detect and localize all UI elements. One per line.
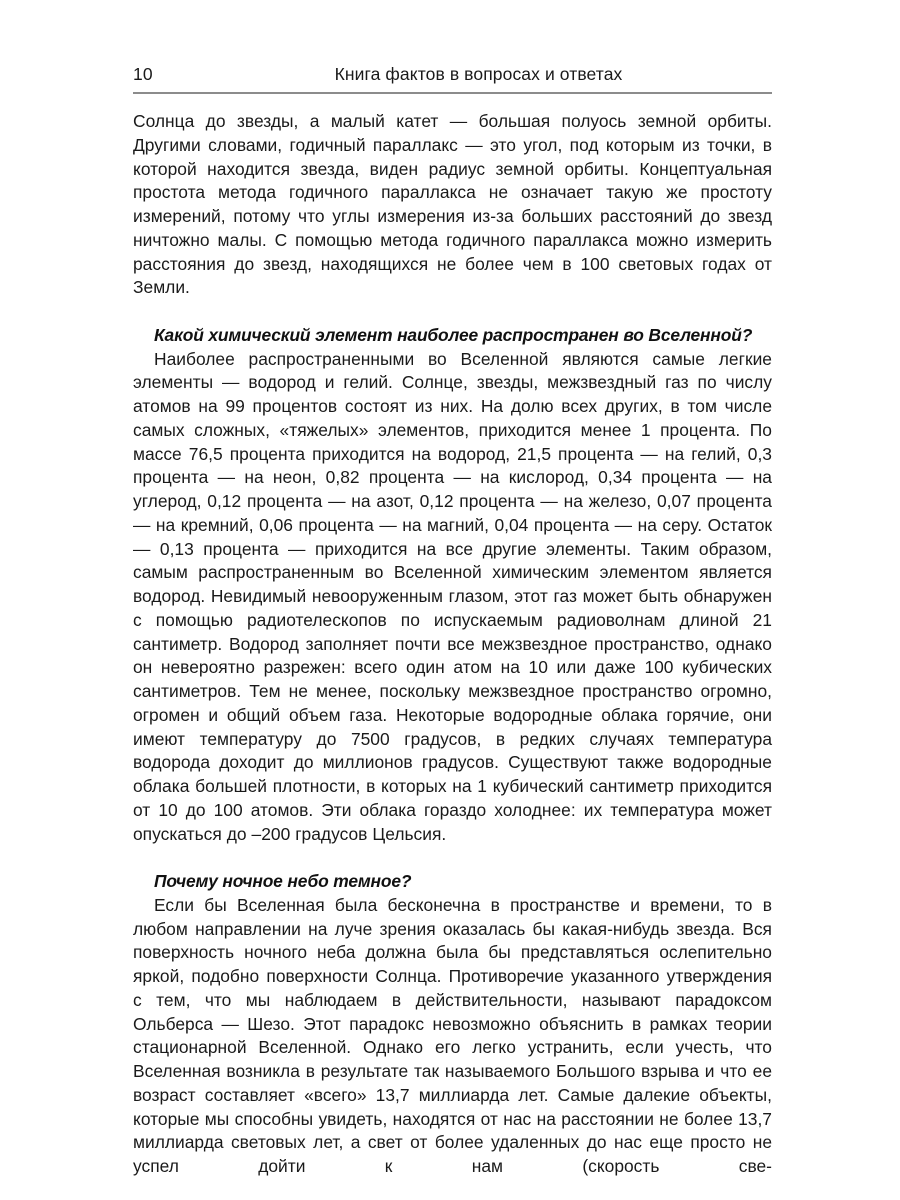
question-heading-dark-night-sky: Почему ночное небо темное? bbox=[154, 871, 412, 891]
heading-spacer bbox=[133, 846, 772, 870]
running-title: Книга фактов в вопросах и ответах bbox=[334, 64, 623, 84]
header-rule bbox=[133, 92, 772, 94]
paragraph-chemical-element: Наиболее распространенными во Вселенной являются самые легкие элементы — водород и гелий. Солнце, звезды, межзвездный газ по числу атомов на 99 процентов состоят из них. На долю всех других, в том числе самых сложных, «тяжелых» элементов, приходится менее 1 процента. По массе 76,5 процента приходится на водород, 21,5 процента — на гелий, 0,3 процента — на неон, 0,82 процента — на кислород, 0,34 процента — на углерод, 0,12 процента — на азот, 0,12 процента — на железо, 0,07 процента — на кремний, 0,06 процента — на магний, 0,04 процента — на серу. Остаток — 0,13 процента — приходится на все другие элементы. Таким образом, самым распространенным во Вселенной химическим элементом является водород. Невидимый невооруженным глазом, этот газ может быть обнаружен с помощью радиотелескопов по испускаемым радиоволнам длиной 21 сантиметр. Водород заполняет почти все межзвездное пространство, однако он невероятно разрежен: всего один атом на 10 или даже 100 кубических сантиметров. Тем не менее, поскольку межзвездное пространство огромно, огромен и общий объем газа. Некоторые водородные облака горячие, они имеют температуру до 7500 градусов, в редких случаях температура водорода доходит до миллионов градусов. Существуют также водородные облака большей плотности, в которых на 1 кубический сантиметр приходится от 10 до 100 атомов. Эти облака гораздо холоднее: их температура может опускаться до –200 градусов Цельсия. bbox=[133, 348, 772, 844]
page-content-column bbox=[133, 62, 772, 1179]
page-body bbox=[133, 110, 772, 1179]
running-header bbox=[133, 62, 772, 96]
question-heading-chemical-element: Какой химический элемент наиболее распространен во Вселенной? bbox=[154, 324, 753, 345]
paragraph-dark-night-sky: Если бы Вселенная была бесконечна в пространстве и времени, то в любом направлении на луче зрения оказалась бы какая-нибудь звезда. Вся поверхность ночного неба должна была бы представляться ослепительно яркой, подобно поверхности Солнца. Противоречие указанного утверждения с тем, что мы наблюдаем в действительности, называют парадоксом Ольберса — Шезо. Этот парадокс невозможно объяснить в рамках теории стационарной Вселенной. Однако его легко устранить, если учесть, что Вселенная возникла в результате так называемого Большого взрыва и что ее возраст составляет «всего» 13,7 миллиарда лет. Самые далекие объекты, которые мы способны увидеть, находятся от нас на расстоянии не более 13,7 миллиарда световых лет, а свет от более удаленных до нас еще просто не успел дойти к нам (скорость све- bbox=[133, 894, 772, 1176]
page-number: 10 bbox=[133, 64, 153, 84]
heading-spacer bbox=[133, 300, 772, 324]
paragraph-continued: Солнца до звезды, а малый катет — большая полуось земной орбиты. Другими словами, годичный параллакс — это угол, под которым из точки, в которой находится звезда, виден радиус земной орбиты. Концептуальная простота метода годичного параллакса не означает такую же простоту измерений, потому что углы измерения из-за больших расстояний до звезд ничтожно малы. С помощью метода годичного параллакса можно измерить расстояния до звезд, находящихся не более чем в 100 световых годах от Земли. bbox=[133, 111, 772, 298]
